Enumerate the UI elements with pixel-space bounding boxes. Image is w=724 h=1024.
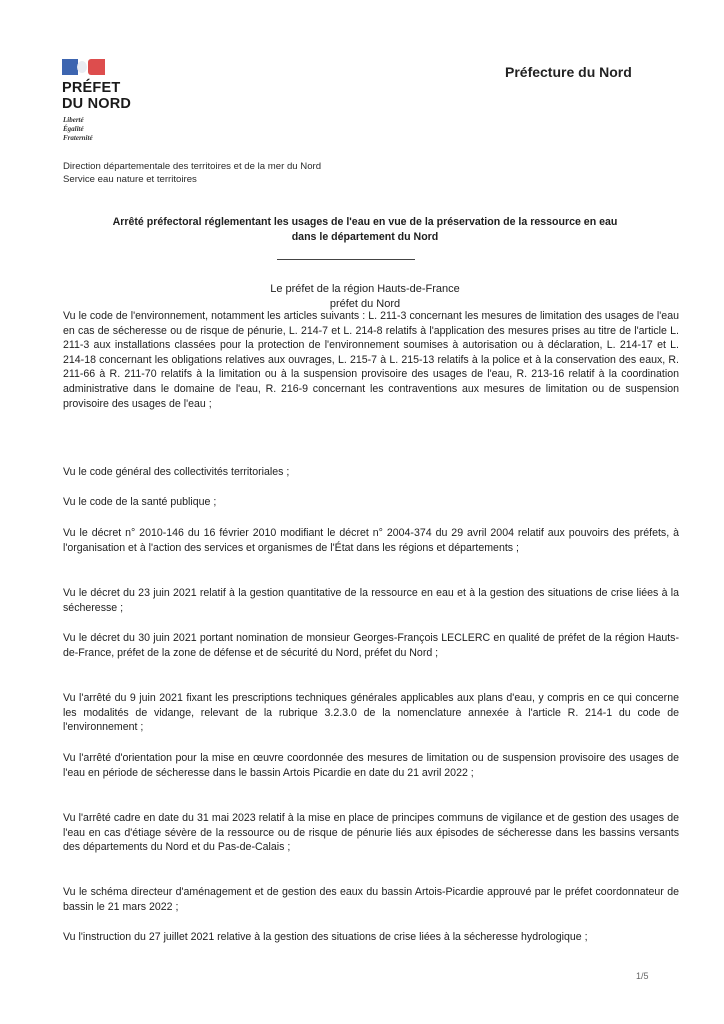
motto-fraternite: Fraternité [63, 134, 93, 142]
motto-egalite: Égalité [63, 125, 84, 133]
page-number: 1/5 [636, 971, 649, 981]
title-divider [277, 259, 415, 260]
visa-paragraph: Vu le schéma directeur d'aménagement et de gestion des eaux du bassin Artois-Picardie approuvé par le préfet coordonnateur de bassin le 21 mars 2022 ; [63, 886, 679, 913]
visa-paragraph: Vu l'arrêté cadre en date du 31 mai 2023 relatif à la mise en place de principes communs de vigilance et de gestion des usages de l'eau en cas d'étiage sévère de la ressource ou de risque de pénurie liés aux épisodes de sécheresse dans les bassins versants des départements du Nord et du Pas-de-Calais ; [63, 812, 679, 854]
document-title [60, 215, 670, 245]
issuing-service [63, 160, 321, 186]
republic-motto [63, 116, 93, 143]
visa-paragraph: Vu le décret du 30 juin 2021 portant nomination de monsieur Georges-François LECLERC en qualité de préfet de la région Hauts-de-France, préfet de la zone de défense et de sécurité du Nord, préfet du Nord ; [63, 632, 679, 659]
visa-paragraph: Vu l'arrêté du 9 juin 2021 fixant les prescriptions techniques générales applicables aux plans d'eau, y compris en ce qui concerne les modalités de vidange, relevant de la rubrique 3.2.3.0 de la nomenclature annexée à l'article R. 214-1 du code de l'environnement ; [63, 692, 679, 734]
authority-line1: Le préfet de la région Hauts-de-France [270, 283, 460, 295]
document-title-line1: Arrêté préfectoral réglementant les usages de l'eau en vue de la préservation de la ressource en eau [112, 216, 618, 228]
prefet-logo-title [62, 80, 131, 112]
service-name: Service eau nature et territoires [63, 174, 197, 185]
prefecture-heading: Préfecture du Nord [505, 64, 632, 80]
flag-red-stripe [88, 59, 105, 75]
marianne-profile [77, 61, 87, 73]
visa-paragraph: Vu l'arrêté d'orientation pour la mise en œuvre coordonnée des mesures de limitation ou de suspension provisoire des usages de l'eau en période de sécheresse dans le bassin Artois Picardie en date du 21 avril 2022 ; [63, 752, 679, 779]
issuing-authority [60, 282, 670, 312]
flag-blue-stripe [62, 59, 78, 75]
logo-title-line2: DU NORD [62, 96, 132, 112]
motto-liberte: Liberté [63, 116, 84, 124]
logo-title-line1: PRÉFET [62, 80, 121, 96]
marianne-flag-icon [62, 59, 106, 75]
visa-paragraph: Vu le décret n° 2010-146 du 16 février 2010 modifiant le décret n° 2004-374 du 29 avril 2004 relatif aux pouvoirs des préfets, à l'organisation et à l'action des services et organismes de l'État dans les régions et départements ; [63, 527, 679, 554]
visa-paragraph: Vu le code de la santé publique ; [63, 496, 217, 508]
visa-paragraph: Vu l'instruction du 27 juillet 2021 relative à la gestion des situations de crise liées à la sécheresse hydrologique ; [63, 931, 588, 943]
authority-line2: préfet du Nord [329, 298, 401, 310]
visa-paragraph: Vu le code général des collectivités territoriales ; [63, 466, 290, 478]
visa-paragraph: Vu le décret du 23 juin 2021 relatif à la gestion quantitative de la ressource en eau et à la gestion des situations de crise liées à la sécheresse ; [63, 587, 679, 614]
document-title-line2: dans le département du Nord [291, 231, 439, 243]
visa-paragraph: Vu le code de l'environnement, notamment les articles suivants : L. 211-3 concernant les mesures de limitation des usages de l'eau en cas de sécheresse ou de risque de pénurie, L. 214-7 et L. 214-8 relatifs à l'application des mesures prises au titre de l'article L. 211-3 aux installations classées pour la protection de l'environnement soumises à autorisation ou à déclaration, L. 214-17 et L. 214-18 concernant les obligations relatives aux ouvrages, L. 215-7 à L. 215-13 relatifs à la police et à la conservation des eaux, R. 211-66 à R. 211-70 relatifs à la limitation ou à la suspension provisoire des usages de l'eau, R. 213-16 relatif à la coordination administrative dans le domaine de l'eau, R. 216-9 concernant les contraventions aux mesures de limitation ou de suspension provisoire des usages de l'eau ; [63, 310, 679, 410]
direction-name: Direction départementale des territoires et de la mer du Nord [63, 161, 322, 172]
